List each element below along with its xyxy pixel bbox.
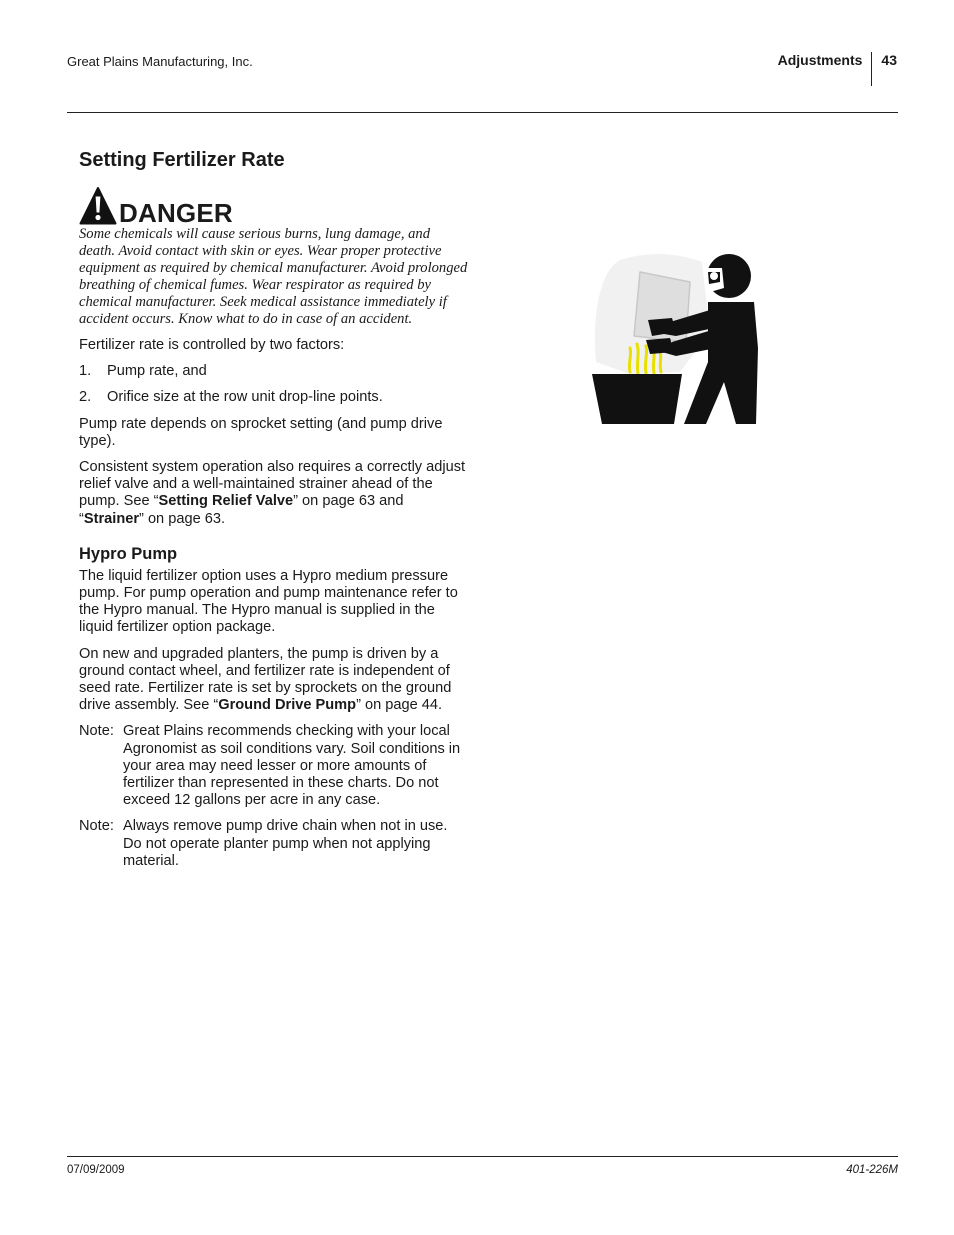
header-right: [778, 52, 897, 86]
setting-relief-valve-link[interactable]: Setting Relief Valve: [158, 493, 294, 510]
page-number: 43: [881, 52, 897, 68]
list-number: 2.: [79, 389, 92, 406]
danger-header: [79, 184, 469, 226]
list-item: [79, 363, 469, 380]
text-run: Consistent system operation also requires a correctly adjust relief valve and a well-maintained strainer ahead of the pump. See “: [79, 459, 466, 510]
list-text: Orifice size at the row unit drop-line points.: [107, 389, 383, 406]
footer-date: 07/09/2009: [67, 1164, 125, 1176]
note-text: Always remove pump drive chain when not in use. Do not operate planter pump when not applying material.: [123, 818, 448, 869]
note: [79, 723, 469, 809]
note-label: Note:: [79, 723, 114, 740]
list-text: Pump rate, and: [107, 363, 207, 380]
planters-paragraph: [79, 646, 469, 715]
warning-triangle-icon: [79, 186, 117, 226]
header-divider: [871, 52, 872, 86]
danger-text: Some chemicals will cause serious burns, lung damage, and death. Avoid contact with skin or eyes. Wear proper protective equipment as required by chemical manufacturer. Avoid prolonged breathing of chemical fumes. Wear respirator as required by chemical manufacturer. Seek medical assistance immediately if accident occurs. Know what to do in case of an accident.: [79, 226, 468, 327]
text-run: ” on page 63.: [139, 510, 226, 527]
hypro-paragraph: The liquid fertilizer option uses a Hypro medium pressure pump. For pump operation and pump maintenance refer to the Hypro manual. The Hypro manual is supplied in the liquid fertilizer option package.: [79, 567, 458, 636]
header-rule: [67, 112, 898, 113]
text-run: On new and upgraded planters, the pump is driven by a ground contact wheel, and fertilizer rate is independent of seed rate. Fertilizer rate is set by sprockets on the ground drive assembly. See “: [79, 645, 452, 714]
ground-drive-pump-link[interactable]: Ground Drive Pump: [218, 697, 357, 714]
list-item: [79, 389, 469, 406]
note: [79, 818, 469, 870]
footer-rule: [67, 1156, 898, 1157]
text-run: ” on page 63 and “: [79, 493, 404, 527]
header-company: Great Plains Manufacturing, Inc.: [67, 54, 253, 69]
note-text: Great Plains recommends checking with your local Agronomist as soil conditions vary. Soil conditions in your area may need lesser or more amounts of fertilizer than represented in these charts. Do not exceed 12 gallons per acre in any case.: [123, 723, 461, 809]
note-label: Note:: [79, 818, 114, 835]
section-title: Setting Fertilizer Rate: [79, 149, 285, 171]
main-column: [79, 148, 469, 879]
footer-doc-number: 401-226M: [846, 1164, 898, 1176]
pump-rate-paragraph: Pump rate depends on sprocket setting (and pump drive type).: [79, 415, 443, 449]
consistent-operation-paragraph: [79, 459, 469, 528]
list-number: 1.: [79, 363, 92, 380]
text-run: ” on page 44.: [356, 697, 443, 714]
subsection-title: Hypro Pump: [79, 544, 178, 563]
intro-text: Fertilizer rate is controlled by two factors:: [79, 337, 345, 353]
header-section: Adjustments: [777, 52, 863, 68]
chemical-safety-illustration: [590, 252, 762, 430]
danger-label: DANGER: [119, 198, 233, 228]
strainer-link[interactable]: Strainer: [83, 510, 140, 527]
